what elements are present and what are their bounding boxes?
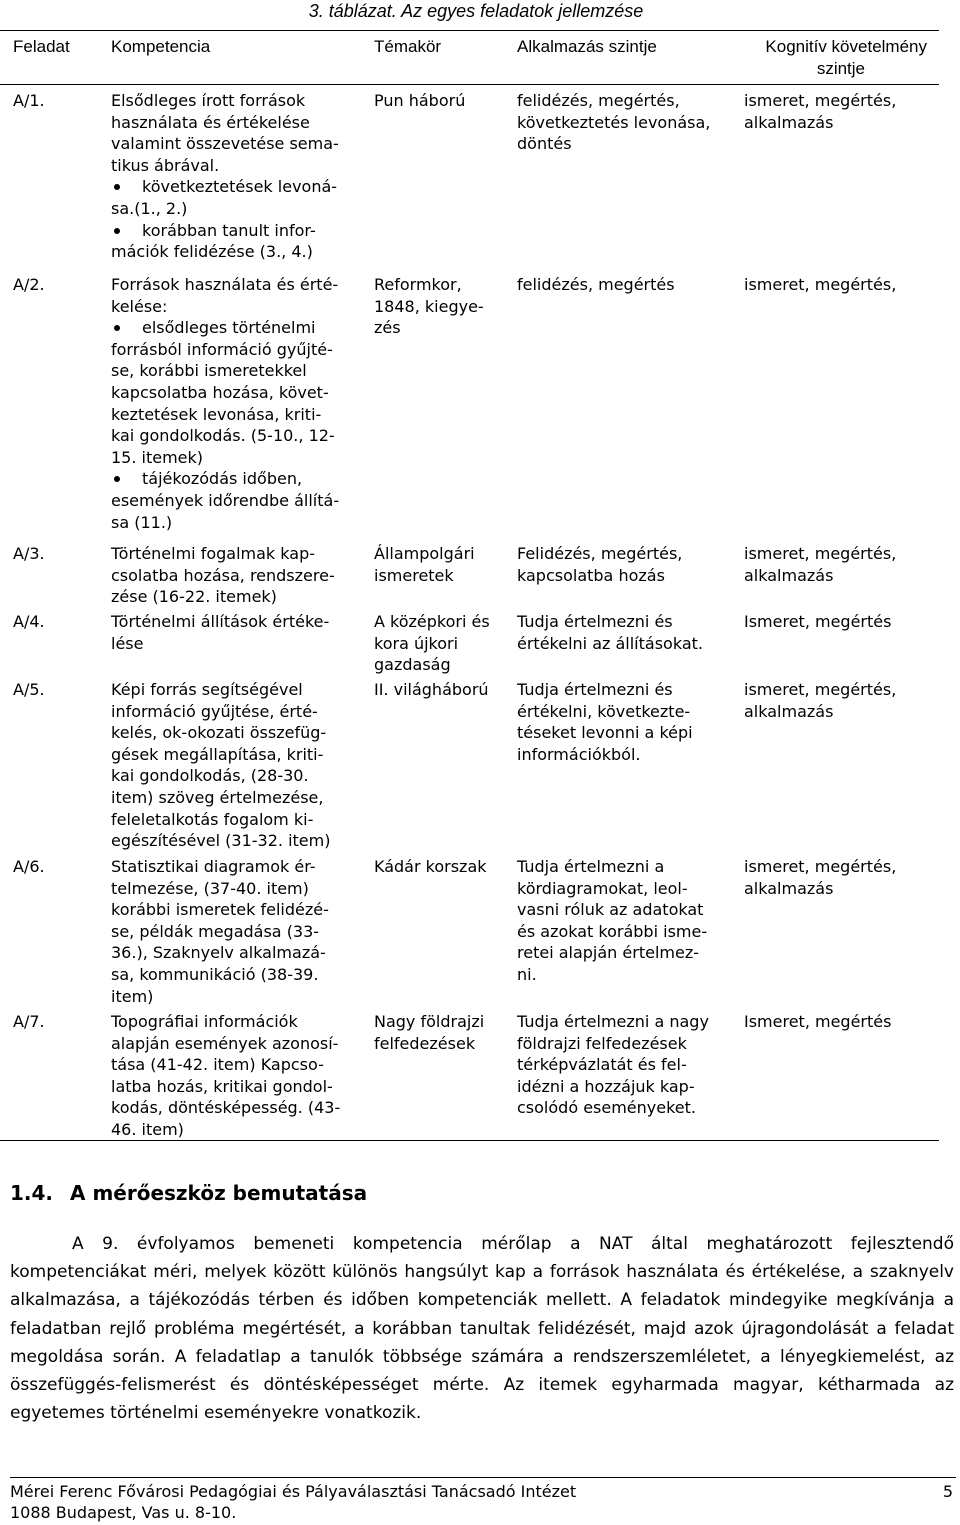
bullet-item [111,317,339,468]
kognitiv-line: Ismeret, megértés [744,1012,892,1031]
temakor-cell [374,611,490,676]
alkalmazas-line: kapcsolatba hozás [517,565,665,585]
kompetencia-line: Statisztikai diagramok ér- [111,857,316,876]
row-id: A/2. [13,275,45,294]
temakor-cell [374,679,489,701]
alkalmazas-line: csolódó eseményeket. [517,1098,696,1118]
alkalmazas-line: következtetés levonása, [517,112,711,132]
kompetencia-line: egészítésével (31-32. item) [111,831,331,851]
bullet-line: mációk felidézése (3., 4.) [111,242,313,262]
temakor-cell [374,1011,484,1054]
alkalmazas-cell [517,856,707,986]
alkalmazas-line: Tudja értelmezni a nagy [517,1012,709,1031]
kognitiv-cell [744,856,896,899]
kognitiv-line: Ismeret, megértés [744,612,892,631]
header-alkalmazas: Alkalmazás szintje [517,37,657,56]
kompetencia-cell [111,90,339,263]
kompetencia-line: item) szöveg értelmezése, [111,787,324,807]
bullet-line: korábban tanult infor- [142,220,316,240]
kognitiv-cell [744,90,896,133]
section-title: A mérőeszköz bemutatása [70,1181,368,1205]
alkalmazas-line: földrajzi felfedezések [517,1033,687,1053]
kompetencia-line: kai gondolkodás, (28-30. [111,766,309,786]
alkalmazas-line: értékelni az állításokat. [517,633,703,653]
kompetencia-cell [111,274,339,533]
temakor-line: Pun háború [374,91,466,110]
section-number: 1.4. [10,1181,54,1205]
temakor-line: II. világháború [374,680,489,699]
kognitiv-line: ismeret, megértés, [744,680,897,699]
kompetencia-line: zése (16-22. itemek) [111,587,277,607]
bullet-line: 15. itemek) [111,447,204,467]
kompetencia-line: kelés, ok-okozati összefüg- [111,723,327,743]
bullet-line: elsődleges történelmi [142,318,316,338]
bullet-line: sa.(1., 2.) [111,198,188,218]
kompetencia-line: item) [111,986,154,1006]
alkalmazas-line: és azokat korábbi isme- [517,921,708,941]
kompetencia-line: alapján események azonosí- [111,1033,339,1053]
temakor-line: felfedezések [374,1033,476,1053]
bullet-line: sa (11.) [111,512,173,532]
bullet-line: kapcsolatba hozása, követ- [111,382,329,402]
bullet-line: forrásból információ gyűjté- [111,339,333,359]
bullet-line: se, korábbi ismeretekkel [111,361,307,381]
temakor-cell [374,90,465,112]
kognitiv-line: alkalmazás [744,878,834,898]
kompetencia-line: Képi forrás segítségével [111,680,303,699]
kompetencia-line: információ gyűjtése, érté- [111,701,318,721]
temakor-line: Állampolgári [374,544,475,563]
bullet-line: következtetések levoná- [142,177,338,197]
header-temakor: Témakör [374,37,442,56]
temakor-line: Kádár korszak [374,857,487,876]
bullet-item [111,176,339,219]
kompetencia-line: lése [111,633,144,653]
kompetencia-line: se, példák megadása (33- [111,921,320,941]
table-header-rule [0,84,939,85]
header-kompetencia: Kompetencia [111,37,211,56]
kompetencia-line: kodás, döntésképesség. (43- [111,1098,341,1118]
temakor-cell [374,543,475,586]
row-id: A/7. [13,1012,45,1031]
kognitiv-line: ismeret, megértés, [744,857,897,876]
kognitiv-line: alkalmazás [744,112,834,132]
alkalmazas-line: idézni a hozzájuk kap- [517,1076,695,1096]
alkalmazas-line: értékelni, következte- [517,701,691,721]
temakor-line: Reformkor, [374,275,462,294]
row-id: A/1. [13,91,45,110]
kompetencia-line: sa, kommunikáció (38-39. [111,964,319,984]
kompetencia-line: Topográfiai információk [111,1012,298,1031]
bullet-line: keztetések levonása, kriti- [111,404,322,424]
kompetencia-line: használata és értékelése [111,112,310,132]
kognitiv-line: alkalmazás [744,701,834,721]
kompetencia-cell [111,611,329,654]
alkalmazas-cell [517,1011,709,1119]
kognitiv-cell [744,611,891,633]
alkalmazas-line: Tudja értelmezni és [517,680,673,699]
kompetencia-line: csolatba hozása, rendszere- [111,565,335,585]
footer-rule [10,1477,956,1478]
table-caption: 3. táblázat. Az egyes feladatok jellemzése [308,1,644,21]
kompetencia-line: 36.), Szaknyelv alkalmazá- [111,943,326,963]
temakor-line: 1848, kiegye- [374,296,484,316]
temakor-cell [374,856,487,878]
kognitiv-line: ismeret, megértés, [744,275,897,294]
alkalmazas-cell [517,274,675,296]
alkalmazas-line: Felidézés, megértés, [517,544,683,563]
alkalmazas-line: információkból. [517,744,641,764]
temakor-line: zés [374,318,401,338]
kompetencia-line: Történelmi állítások értéke- [111,612,330,631]
kompetencia-line: korábbi ismeretek felidézé- [111,900,329,920]
kognitiv-line: ismeret, megértés, [744,544,897,563]
alkalmazas-line: Tudja értelmezni és [517,612,673,631]
row-id: A/6. [13,857,45,876]
kompetencia-line: tikus ábrával. [111,155,220,175]
kompetencia-line: tása (41-42. item) Kapcso- [111,1055,324,1075]
kompetencia-line: 46. item) [111,1119,184,1139]
page-number: 5 [942,1482,953,1501]
alkalmazas-cell [517,543,682,586]
alkalmazas-cell [517,679,693,765]
table-bottom-rule [0,1140,939,1141]
row-id: A/5. [13,680,45,699]
kompetencia-line: Elsődleges írott források [111,91,306,110]
alkalmazas-line: felidézés, megértés [517,275,675,294]
kompetencia-cell [111,856,329,1007]
alkalmazas-line: döntés [517,134,572,154]
kognitiv-cell [744,679,896,722]
temakor-cell [374,274,484,339]
body-paragraph: A 9. évfolyamos bemeneti kompetencia mérőlap a NAT által meghatározott fejlesztendő kompetenciákat méri, melyek között különös hangsúlyt kap a források használata és értékelése, a szaknyelv alkalmazása, a tájékozódás térben és időben kompetenciák mellett. A feladatok mindegyike megkívánja a feladatban rejlő probléma megértését, a korábban tanultak felidézését, majd azok újragondolását a feladat megoldása során. A feladatlap a tanulók többsége számára a rendszerszemléletet, a lényegkiemelést, az összefüggés-felismerést és döntésképességet mérte. Az itemek egyharmada magyar, kétharmada az egyetemes történelmi eseményekre vonatkozik. [10,1234,954,1424]
kognitiv-line: ismeret, megértés, [744,91,897,110]
temakor-line: Nagy földrajzi [374,1012,485,1031]
alkalmazas-line: kördiagramokat, leol- [517,878,688,898]
header-kognitiv: Kognitív követelmény [765,37,927,56]
footer-address: 1088 Budapest, Vas u. 8-10. [10,1503,237,1522]
header-kognitiv-cont: szintje [816,59,865,78]
bullet-line: kai gondolkodás. (5-10., 12- [111,426,335,446]
alkalmazas-line: retei alapján értelmez- [517,943,699,963]
temakor-line: gazdaság [374,655,451,675]
alkalmazas-cell [517,611,703,654]
alkalmazas-line: vasni róluk az adatokat [517,900,704,920]
kompetencia-line: feleletalkotás fogalom ki- [111,809,314,829]
row-id: A/3. [13,544,45,563]
alkalmazas-line: téseket levonni a képi [517,723,693,743]
kompetencia-cell [111,1011,340,1141]
alkalmazas-line: Tudja értelmezni a [517,857,665,876]
kompetencia-line: Források használata és érté- [111,275,339,294]
bullet-item [111,220,339,263]
kompetencia-cell [111,679,330,852]
kompetencia-line: gések megállapítása, kriti- [111,744,324,764]
footer-institution: Mérei Ferenc Fővárosi Pedagógiai és Pályaválasztási Tanácsadó Intézet [10,1482,577,1501]
alkalmazas-line: felidézés, megértés, [517,91,680,110]
kompetencia-cell [111,543,335,608]
kompetencia-line: kelése: [111,296,168,316]
bullet-item [111,468,339,533]
row-id: A/4. [13,612,45,631]
kompetencia-line: latba hozás, kritikai gondol- [111,1076,333,1096]
kognitiv-line: alkalmazás [744,565,834,585]
kompetencia-line: telmezése, (37-40. item) [111,878,309,898]
header-feladat: Feladat [13,37,70,56]
alkalmazas-line: térképvázlatát és fel- [517,1055,687,1075]
temakor-line: ismeretek [374,565,454,585]
kognitiv-cell [744,1011,891,1033]
bullet-line: tájékozódás időben, [142,469,303,489]
section-heading [10,1180,367,1206]
temakor-line: A középkori és [374,612,490,631]
bullet-line: események időrendbe állítá- [111,490,340,510]
kompetencia-line: Történelmi fogalmak kap- [111,544,315,563]
kognitiv-cell [744,543,896,586]
alkalmazas-line: ni. [517,964,537,984]
kognitiv-cell [744,274,896,296]
kompetencia-line: valamint összevetése sema- [111,134,339,154]
temakor-line: kora újkori [374,633,459,653]
alkalmazas-cell [517,90,710,155]
table-top-rule [0,30,939,31]
